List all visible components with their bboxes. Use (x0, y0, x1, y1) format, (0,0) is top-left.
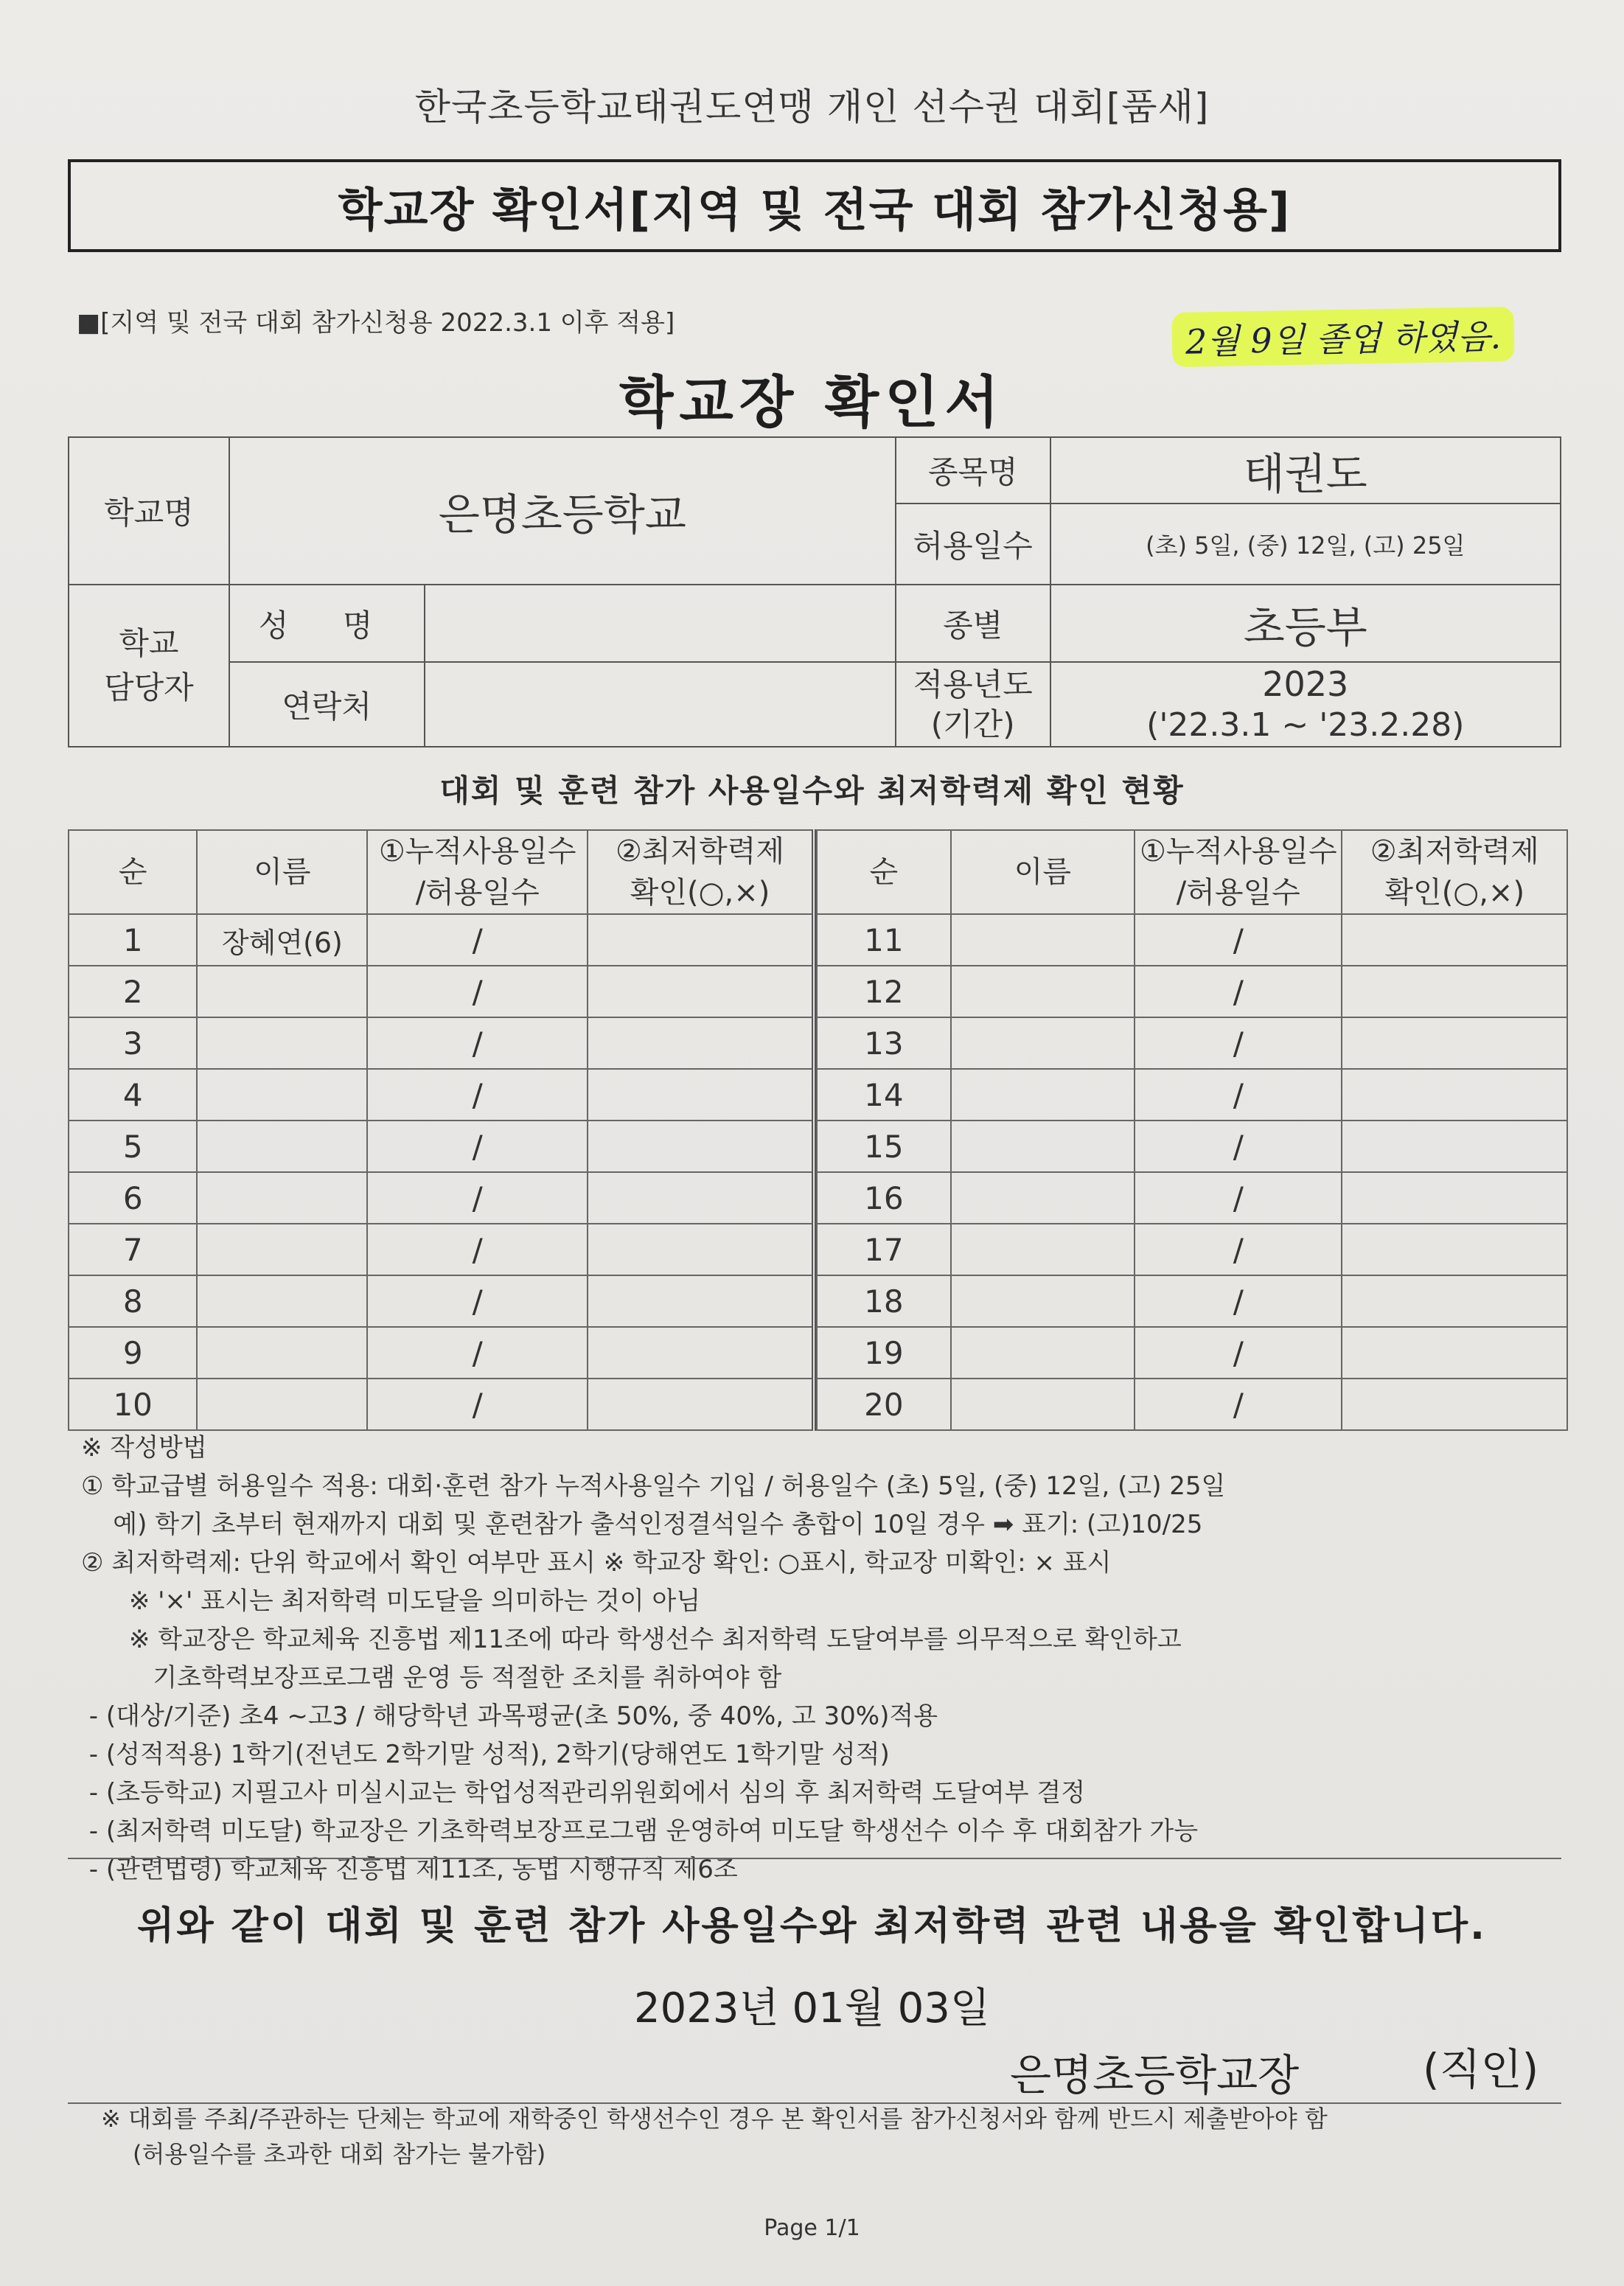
form-title: 학교장 확인서[지역 및 전국 대회 참가신청용] (338, 182, 1292, 237)
header-name: 이름 (951, 830, 1135, 914)
person-name-label: 성 명 (229, 585, 425, 662)
official-seal-label: (직인) (1423, 2044, 1539, 2094)
row-number: 6 (69, 1172, 197, 1224)
roster-row (817, 1327, 1567, 1379)
row-name (951, 1327, 1135, 1379)
instruction-line: ※ 작성방법 (81, 1433, 207, 1463)
roster-row (69, 914, 814, 966)
phone-value (425, 662, 896, 747)
roster-row (69, 1172, 814, 1224)
header-days: ①누적사용일수 /허용일수 (1135, 830, 1342, 914)
row-academic (588, 1379, 814, 1430)
row-number: 2 (69, 966, 197, 1017)
roster-row (69, 1017, 814, 1069)
row-number: 7 (69, 1224, 197, 1275)
row-name (951, 914, 1135, 966)
allowed-days-label: 허용일수 (896, 503, 1050, 585)
roster-row (69, 1069, 814, 1121)
instruction-line: - (성적적용) 1학기(전년도 2학기말 성적), 2학기(당해연도 1학기말 성적) (81, 1740, 890, 1769)
roster-row (817, 1275, 1567, 1327)
row-days: / (367, 1224, 588, 1275)
row-name (197, 1069, 367, 1121)
row-days: / (1135, 1017, 1342, 1069)
instruction-line: ※ '×' 표시는 최저학력 미도달을 의미하는 것이 아님 (81, 1586, 701, 1616)
header-academic: ②최저학력제 확인(○,×) (588, 830, 814, 914)
row-number: 4 (69, 1069, 197, 1121)
row-academic (588, 914, 814, 966)
event-value: 태권도 (1050, 437, 1561, 503)
instruction-line: ※ 학교장은 학교체육 진흥법 제11조에 따라 학생선수 최저학력 도달여부를 의무적으로 확인하고 (81, 1625, 1182, 1654)
header-academic: ②최저학력제 확인(○,×) (1342, 830, 1567, 914)
instruction-line: - (관련법령) 학교체육 진흥법 제11조, 동법 시행규칙 제6조 (81, 1855, 738, 1884)
footer-note (103, 2094, 1563, 2172)
row-academic (588, 1327, 814, 1379)
row-number: 14 (817, 1069, 951, 1121)
row-number: 11 (817, 914, 951, 966)
row-academic (1342, 914, 1567, 966)
row-name (951, 1379, 1135, 1430)
row-name: 장혜연(6) (197, 914, 367, 966)
roster-row (817, 1017, 1567, 1069)
phone-label: 연락처 (229, 662, 425, 747)
row-academic (1342, 1327, 1567, 1379)
row-days: / (367, 1275, 588, 1327)
row-days: / (367, 966, 588, 1017)
row-name (197, 1121, 367, 1172)
row-days: / (1135, 1275, 1342, 1327)
row-days: / (1135, 966, 1342, 1017)
main-title: 학교장 확인서 (619, 369, 1005, 435)
row-days: / (1135, 1121, 1342, 1172)
row-academic (1342, 1275, 1567, 1327)
roster-row (69, 1275, 814, 1327)
category-label: 종별 (896, 585, 1050, 662)
instruction-line: ② 최저학력제: 단위 학교에서 확인 여부만 표시 ※ 학교장 확인: ○표시, 학교장 미확인: × 표시 (81, 1548, 1112, 1578)
row-days: / (367, 1172, 588, 1224)
row-days: / (367, 1121, 588, 1172)
row-name (951, 1121, 1135, 1172)
instruction-line: - (대상/기준) 초4 ~고3 / 해당학년 과목평균(초 50%, 중 40%, 고 30%)적용 (81, 1701, 938, 1731)
row-name (197, 1172, 367, 1224)
issue-date: 2023년 01월 03일 (634, 1984, 990, 2032)
year-label: 적용년도 (기간) (896, 662, 1050, 747)
form-title-box (68, 159, 1561, 252)
roster-row (817, 1121, 1567, 1172)
person-name-value (425, 585, 896, 662)
row-days: / (1135, 914, 1342, 966)
roster-table-left (68, 829, 816, 1431)
row-name (951, 1224, 1135, 1275)
row-name (951, 1069, 1135, 1121)
instruction-line: 기초학력보장프로그램 운영 등 적절한 조치를 취하여야 함 (81, 1663, 782, 1693)
row-academic (588, 1121, 814, 1172)
year-value: 2023 (1262, 663, 1349, 704)
row-days: / (367, 914, 588, 966)
row-name (197, 1379, 367, 1430)
organization-title: 한국초등학교태권도연맹 개인 선수권 대회[품새] (414, 86, 1210, 128)
confirmation-statement: 위와 같이 대회 및 훈련 참가 사용일수와 최저학력 관련 내용을 확인합니다. (137, 1904, 1487, 1948)
page-number: Page 1/1 (764, 2215, 860, 2241)
row-days: / (1135, 1172, 1342, 1224)
row-days: / (367, 1017, 588, 1069)
principal-title: 은명초등학교장 (1010, 2050, 1300, 2100)
row-academic (1342, 1121, 1567, 1172)
row-days: / (367, 1069, 588, 1121)
header-days: ①누적사용일수 /허용일수 (367, 830, 588, 914)
row-academic (1342, 1017, 1567, 1069)
roster-row (69, 966, 814, 1017)
school-name-value: 은명초등학교 (229, 437, 896, 585)
row-name (197, 1327, 367, 1379)
row-number: 19 (817, 1327, 951, 1379)
row-days: / (1135, 1327, 1342, 1379)
row-academic (1342, 1224, 1567, 1275)
row-academic (588, 1224, 814, 1275)
row-name (951, 1017, 1135, 1069)
roster-row (69, 1224, 814, 1275)
row-academic (588, 966, 814, 1017)
header-no: 순 (69, 830, 197, 914)
row-number: 20 (817, 1379, 951, 1430)
row-name (951, 1172, 1135, 1224)
row-name (197, 1224, 367, 1275)
row-academic (588, 1275, 814, 1327)
roster-row (817, 1224, 1567, 1275)
row-name (197, 1017, 367, 1069)
contact-person-label: 학교 담당자 (69, 585, 229, 747)
row-days: / (1135, 1379, 1342, 1430)
row-days: / (1135, 1224, 1342, 1275)
row-number: 13 (817, 1017, 951, 1069)
roster-table-right (816, 829, 1568, 1431)
year-cell (1050, 662, 1561, 747)
row-number: 5 (69, 1121, 197, 1172)
row-number: 1 (69, 914, 197, 966)
roster-section-title: 대회 및 훈련 참가 사용일수와 최저학력제 확인 현황 (439, 773, 1185, 809)
school-name-label: 학교명 (69, 437, 229, 585)
row-number: 18 (817, 1275, 951, 1327)
school-info-table (68, 436, 1561, 748)
row-academic (1342, 1172, 1567, 1224)
row-days: / (367, 1379, 588, 1430)
roster-row (817, 1172, 1567, 1224)
instructions (81, 1429, 1563, 1889)
roster-row (817, 1069, 1567, 1121)
roster-row (69, 1327, 814, 1379)
row-number: 10 (69, 1379, 197, 1430)
row-academic (588, 1069, 814, 1121)
row-academic (1342, 1379, 1567, 1430)
row-number: 8 (69, 1275, 197, 1327)
row-number: 15 (817, 1121, 951, 1172)
applicability-note: ■[지역 및 전국 대회 참가신청용 2022.3.1 이후 적용] (77, 308, 675, 338)
row-academic (588, 1172, 814, 1224)
row-number: 3 (69, 1017, 197, 1069)
roster-row (69, 1379, 814, 1430)
allowed-days-value: (초) 5일, (중) 12일, (고) 25일 (1050, 503, 1561, 585)
row-days: / (1135, 1069, 1342, 1121)
instruction-line: - (초등학교) 지필고사 미실시교는 학업성적관리위원회에서 심의 후 최저학력 도달여부 결정 (81, 1778, 1086, 1808)
row-days: / (367, 1327, 588, 1379)
roster-row (817, 966, 1567, 1017)
row-number: 9 (69, 1327, 197, 1379)
footer-note-line: (허용일수를 초과한 대회 참가는 불가함) (133, 2140, 546, 2168)
event-label: 종목명 (896, 437, 1050, 503)
handwritten-graduation-note: 2월 9일 졸업 하였음. (1171, 307, 1514, 367)
roster-row (817, 914, 1567, 966)
row-name (951, 966, 1135, 1017)
roster-row (69, 1121, 814, 1172)
row-academic (1342, 1069, 1567, 1121)
header-name: 이름 (197, 830, 367, 914)
row-number: 12 (817, 966, 951, 1017)
instruction-line: 예) 학기 초부터 현재까지 대회 및 훈련참가 출석인정결석일수 총합이 10일 경우 ➡ 표기: (고)10/25 (81, 1510, 1203, 1539)
divider (68, 1858, 1561, 1859)
footer-note-line: ※ 대회를 주최/주관하는 단체는 학교에 재학중인 학생선수인 경우 본 확인서를 참가신청서와 함께 반드시 제출받아야 함 (101, 2105, 1328, 2133)
period-value: ('22.3.1 ~ '23.2.28) (1146, 705, 1465, 744)
row-academic (1342, 966, 1567, 1017)
category-value: 초등부 (1050, 585, 1561, 662)
row-name (197, 966, 367, 1017)
row-name (197, 1275, 367, 1327)
row-number: 17 (817, 1224, 951, 1275)
row-number: 16 (817, 1172, 951, 1224)
instruction-line: ① 학교급별 허용일수 적용: 대회·훈련 참가 누적사용일수 기입 / 허용일수 (초) 5일, (중) 12일, (고) 25일 (81, 1471, 1226, 1501)
row-name (951, 1275, 1135, 1327)
header-no: 순 (817, 830, 951, 914)
roster-row (817, 1379, 1567, 1430)
row-academic (588, 1017, 814, 1069)
instruction-line: - (최저학력 미도달) 학교장은 기초학력보장프로그램 운영하여 미도달 학생선수 이수 후 대회참가 가능 (81, 1816, 1199, 1846)
